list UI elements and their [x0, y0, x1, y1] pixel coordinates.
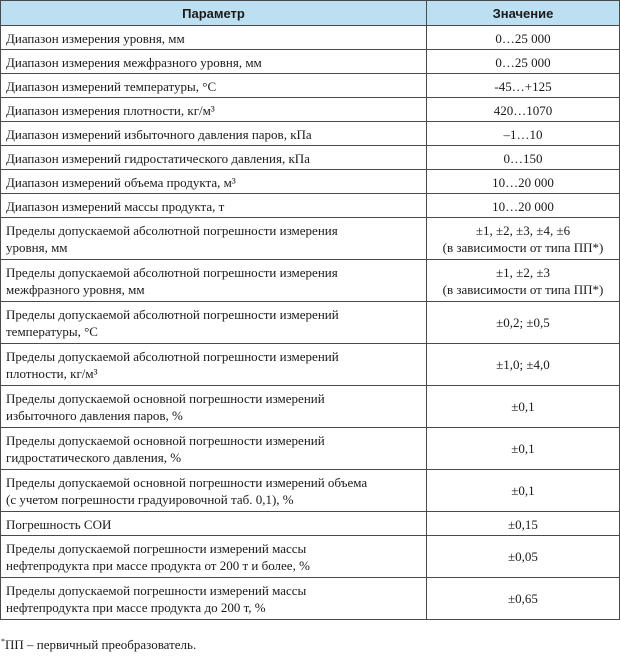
value-text: 0…25 000 — [495, 30, 551, 46]
param-cell — [1, 122, 427, 146]
table-row — [1, 512, 620, 536]
param-text: избыточного давления паров, % — [6, 407, 183, 423]
value-text: ±1, ±2, ±3, ±4, ±6 — [475, 222, 571, 238]
param-cell — [1, 344, 427, 386]
value-cell — [427, 512, 620, 536]
table-row — [1, 50, 620, 74]
param-text: Пределы допускаемой абсолютной погрешности измерения — [6, 222, 338, 238]
table-row — [1, 74, 620, 98]
table-row — [1, 146, 620, 170]
param-cell — [1, 260, 427, 302]
table-row — [1, 122, 620, 146]
value-text: -45…+125 — [494, 78, 552, 94]
param-text: Диапазон измерения межфразного уровня, мм — [6, 54, 262, 70]
table-row — [1, 170, 620, 194]
param-text: Диапазон измерений массы продукта, т — [6, 198, 225, 214]
param-cell — [1, 146, 427, 170]
value-cell — [427, 218, 620, 260]
param-text: Диапазон измерения уровня, мм — [6, 30, 185, 46]
table-row — [1, 260, 620, 302]
param-cell — [1, 302, 427, 344]
value-cell — [427, 386, 620, 428]
table-row — [1, 470, 620, 512]
param-cell — [1, 578, 427, 620]
param-text: нефтепродукта при массе продукта от 200 т и более, % — [6, 557, 310, 573]
param-text: нефтепродукта при массе продукта до 200 т, % — [6, 599, 266, 615]
table-row — [1, 194, 620, 218]
value-cell — [427, 260, 620, 302]
value-text: 420…1070 — [493, 102, 553, 118]
param-text: Диапазон измерений избыточного давления паров, кПа — [6, 126, 312, 142]
param-cell — [1, 170, 427, 194]
value-text: ±1, ±2, ±3 — [496, 264, 550, 280]
value-text: 0…25 000 — [495, 54, 551, 70]
param-text: Пределы допускаемой абсолютной погрешности измерений — [6, 348, 339, 364]
param-text: (с учетом погрешности градуировочной таб. 0,1), % — [6, 491, 294, 507]
param-cell — [1, 470, 427, 512]
param-text: Пределы допускаемой абсолютной погрешности измерений — [6, 306, 339, 322]
param-text: уровня, мм — [6, 239, 68, 255]
table-row — [1, 386, 620, 428]
param-text: Диапазон измерения плотности, кг/м³ — [6, 102, 215, 118]
table-row — [1, 98, 620, 122]
param-text: Диапазон измерений объема продукта, м³ — [6, 174, 236, 190]
value-text: 0…150 — [503, 150, 543, 166]
param-text: Диапазон измерений температуры, °С — [6, 78, 217, 94]
value-cell — [427, 74, 620, 98]
value-cell — [427, 170, 620, 194]
value-text: (в зависимости от типа ПП*) — [442, 239, 604, 255]
table-body — [1, 26, 620, 620]
param-cell — [1, 428, 427, 470]
footnote-mark: * — [1, 637, 5, 646]
param-text: Пределы допускаемой основной погрешности измерений — [6, 390, 325, 406]
param-text: межфразного уровня, мм — [6, 281, 145, 297]
table-row — [1, 578, 620, 620]
param-text: Пределы допускаемой абсолютной погрешности измерения — [6, 264, 338, 280]
param-cell — [1, 74, 427, 98]
value-text: ±0,1 — [511, 441, 535, 456]
value-cell — [427, 122, 620, 146]
value-cell — [427, 146, 620, 170]
value-cell — [427, 302, 620, 344]
value-text: ±0,1 — [511, 399, 535, 414]
param-cell — [1, 50, 427, 74]
value-cell — [427, 428, 620, 470]
param-cell — [1, 26, 427, 50]
param-cell — [1, 512, 427, 536]
footnote — [1, 637, 196, 653]
table-row — [1, 218, 620, 260]
param-cell — [1, 536, 427, 578]
value-text: (в зависимости от типа ПП*) — [442, 281, 604, 297]
value-cell — [427, 194, 620, 218]
value-text: ±1,0; ±4,0 — [496, 357, 550, 372]
param-text: Пределы допускаемой основной погрешности измерений объема — [6, 474, 368, 490]
value-text: ±0,65 — [508, 591, 538, 606]
value-text: ±0,2; ±0,5 — [496, 315, 550, 330]
param-cell — [1, 218, 427, 260]
header-value: Значение — [427, 1, 620, 26]
param-cell — [1, 194, 427, 218]
value-cell — [427, 26, 620, 50]
table-row — [1, 344, 620, 386]
table-row — [1, 428, 620, 470]
value-text: –1…10 — [503, 126, 543, 142]
value-cell — [427, 536, 620, 578]
value-text: ±0,15 — [508, 516, 538, 532]
value-cell — [427, 50, 620, 74]
footnote-text: ПП – первичный преобразователь. — [5, 637, 197, 652]
param-text: Пределы допускаемой основной погрешности измерений — [6, 432, 325, 448]
param-text: температуры, °С — [6, 323, 98, 339]
value-cell — [427, 578, 620, 620]
param-cell — [1, 386, 427, 428]
header-param: Параметр — [1, 1, 427, 26]
value-text: 10…20 000 — [492, 174, 554, 190]
value-cell — [427, 98, 620, 122]
table-row — [1, 302, 620, 344]
value-text: 10…20 000 — [492, 198, 554, 214]
value-cell — [427, 470, 620, 512]
table-row — [1, 26, 620, 50]
table-row — [1, 536, 620, 578]
param-text: плотности, кг/м³ — [6, 365, 98, 381]
param-text: Пределы допускаемой погрешности измерений массы — [6, 582, 307, 598]
value-text: ±0,05 — [508, 549, 538, 564]
param-text: гидростатического давления, % — [6, 449, 182, 465]
param-text: Пределы допускаемой погрешности измерений массы — [6, 540, 307, 556]
table-header-row — [1, 1, 620, 26]
param-cell — [1, 98, 427, 122]
param-text: Погрешность СОИ — [6, 516, 112, 532]
value-text: ±0,1 — [511, 483, 535, 498]
value-cell — [427, 344, 620, 386]
param-text: Диапазон измерений гидростатического давления, кПа — [6, 150, 310, 166]
